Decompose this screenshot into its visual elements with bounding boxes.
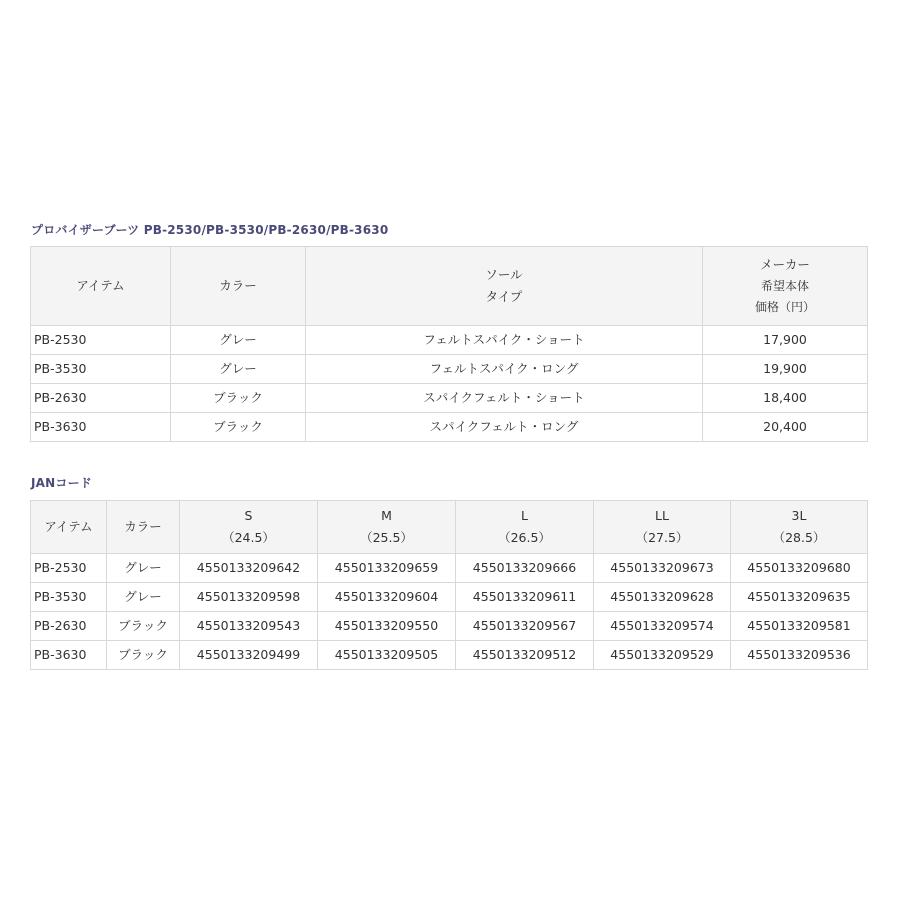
table-row: [31, 554, 868, 583]
cell-color: ブラック: [107, 641, 180, 670]
cell-jan-code: 4550133209666: [456, 554, 594, 583]
price-table-title: プロバイザーブーツ PB-2530/PB-3530/PB-2630/PB-3630: [31, 223, 389, 237]
cell-color: グレー: [171, 355, 306, 384]
cell-item: PB-2630: [31, 384, 171, 413]
table-row: [31, 384, 868, 413]
cell-jan-code: 4550133209512: [456, 641, 594, 670]
cell-jan-code: 4550133209673: [594, 554, 731, 583]
cell-price: 19,900: [703, 355, 868, 384]
header-item: アイテム: [31, 247, 171, 326]
jan-code-table: [30, 500, 868, 670]
cell-item: PB-2530: [31, 554, 107, 583]
cell-jan-code: 4550133209604: [318, 583, 456, 612]
header-item: アイテム: [31, 501, 107, 554]
header-sole-type: ソール タイプ: [306, 247, 703, 326]
cell-jan-code: 4550133209659: [318, 554, 456, 583]
table-row: [31, 326, 868, 355]
cell-color: グレー: [107, 554, 180, 583]
header-color: カラー: [107, 501, 180, 554]
cell-sole: フェルトスパイク・ショート: [306, 326, 703, 355]
jan-table-title: JANコード: [31, 476, 92, 490]
cell-item: PB-2630: [31, 612, 107, 641]
header-color: カラー: [171, 247, 306, 326]
header-size-s: S （24.5）: [180, 501, 318, 554]
cell-color: グレー: [171, 326, 306, 355]
header-size-3l: 3L （28.5）: [731, 501, 868, 554]
cell-item: PB-2530: [31, 326, 171, 355]
cell-sole: スパイクフェルト・ショート: [306, 384, 703, 413]
cell-price: 18,400: [703, 384, 868, 413]
cell-color: ブラック: [107, 612, 180, 641]
cell-color: グレー: [107, 583, 180, 612]
header-size-m: M （25.5）: [318, 501, 456, 554]
cell-sole: スパイクフェルト・ロング: [306, 413, 703, 442]
cell-jan-code: 4550133209680: [731, 554, 868, 583]
cell-jan-code: 4550133209611: [456, 583, 594, 612]
cell-color: ブラック: [171, 384, 306, 413]
cell-item: PB-3630: [31, 641, 107, 670]
cell-jan-code: 4550133209567: [456, 612, 594, 641]
cell-jan-code: 4550133209529: [594, 641, 731, 670]
cell-price: 17,900: [703, 326, 868, 355]
cell-item: PB-3630: [31, 413, 171, 442]
cell-jan-code: 4550133209635: [731, 583, 868, 612]
cell-color: ブラック: [171, 413, 306, 442]
table-row: [31, 612, 868, 641]
cell-jan-code: 4550133209574: [594, 612, 731, 641]
header-price: メーカー 希望本体 価格（円）: [703, 247, 868, 326]
header-size-l: L （26.5）: [456, 501, 594, 554]
cell-jan-code: 4550133209642: [180, 554, 318, 583]
cell-sole: フェルトスパイク・ロング: [306, 355, 703, 384]
cell-jan-code: 4550133209581: [731, 612, 868, 641]
price-table-header-row: [31, 247, 868, 326]
cell-jan-code: 4550133209598: [180, 583, 318, 612]
cell-jan-code: 4550133209550: [318, 612, 456, 641]
cell-item: PB-3530: [31, 355, 171, 384]
price-table: [30, 246, 868, 442]
table-row: [31, 413, 868, 442]
table-row: [31, 583, 868, 612]
jan-table-header-row: [31, 501, 868, 554]
cell-item: PB-3530: [31, 583, 107, 612]
table-row: [31, 641, 868, 670]
header-size-ll: LL （27.5）: [594, 501, 731, 554]
cell-jan-code: 4550133209536: [731, 641, 868, 670]
cell-jan-code: 4550133209543: [180, 612, 318, 641]
table-row: [31, 355, 868, 384]
cell-jan-code: 4550133209628: [594, 583, 731, 612]
cell-jan-code: 4550133209505: [318, 641, 456, 670]
cell-price: 20,400: [703, 413, 868, 442]
cell-jan-code: 4550133209499: [180, 641, 318, 670]
